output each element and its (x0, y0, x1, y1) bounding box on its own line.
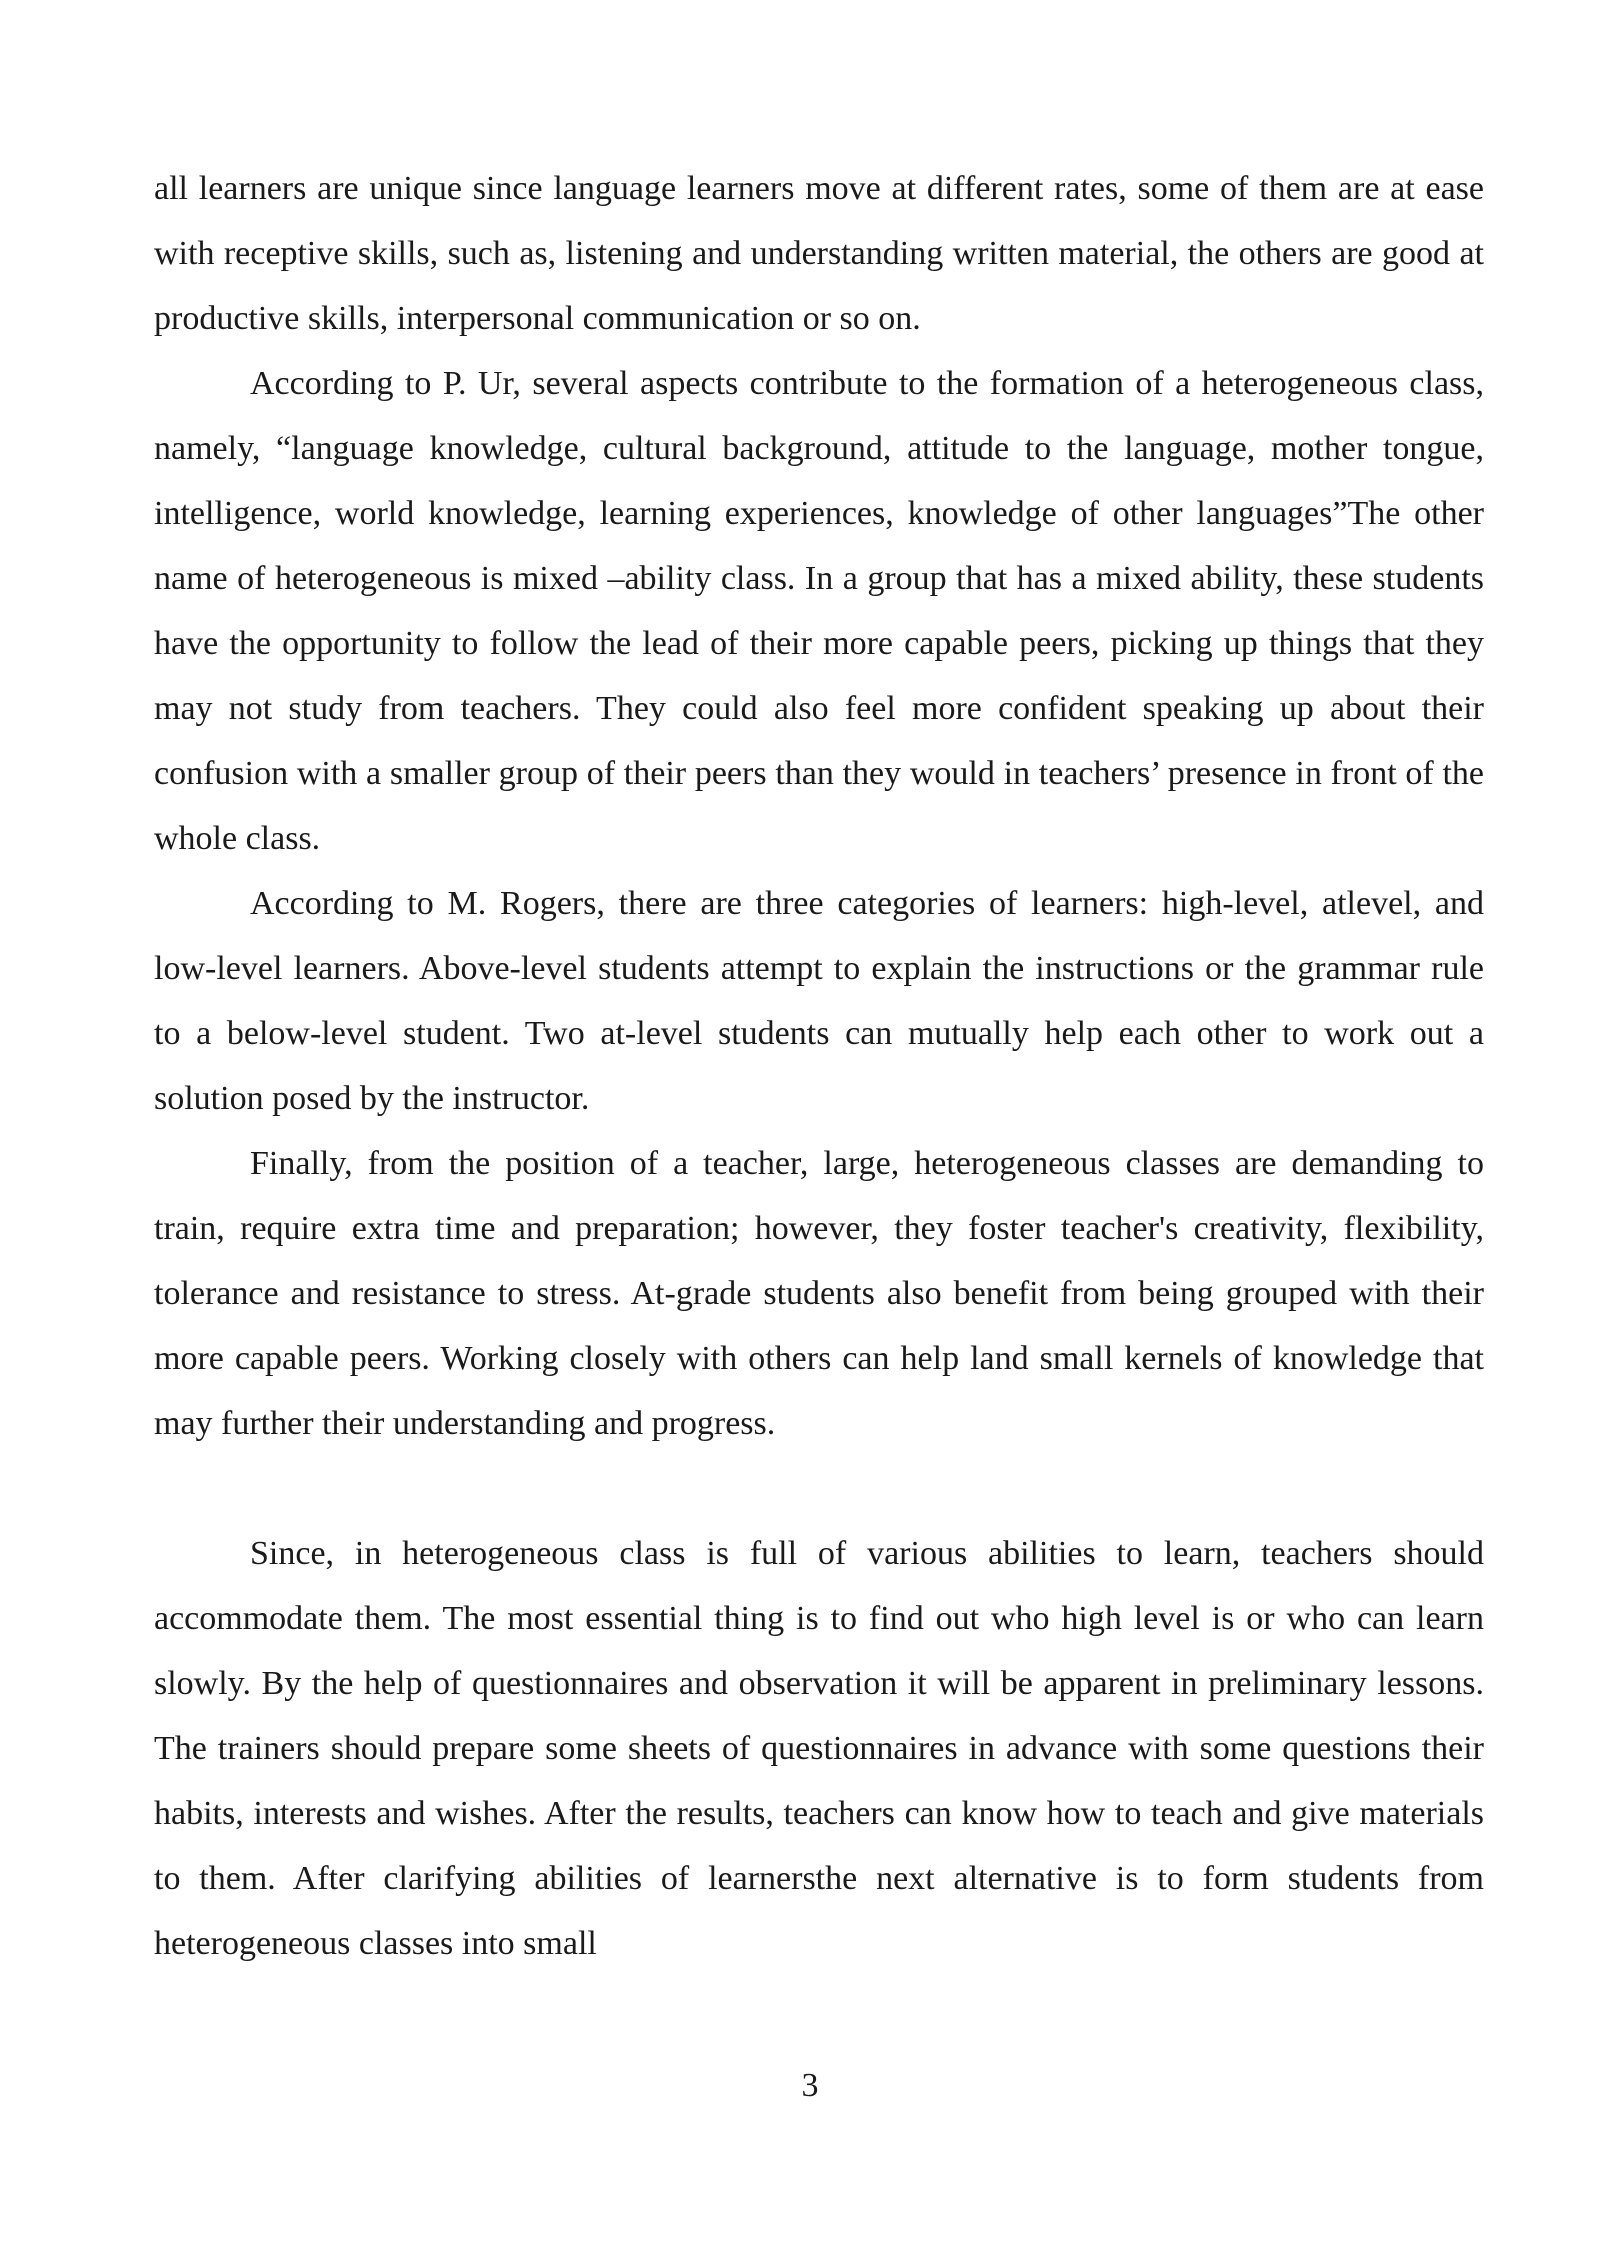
paragraph-accommodate-abilities: Since, in heterogeneous class is full of various abilities to learn, teachers should accommodate them. The most essential thing is to find out who high level is or who can learn slowly. By the help of questionnaires and observation it will be apparent in preliminary lessons. The trainers should prepare some sheets of questionnaires in advance with some questions their habits, interests and wishes. After the results, teachers can know how to teach and give materials to them. After clarifying abilities of learnersthe next alternative is to form students from heterogeneous classes into small (154, 1535, 1484, 1962)
paragraph-teacher-position: Finally, from the position of a teacher, large, heterogeneous classes are demanding to train, require extra time and preparation; however, they foster teacher's creativity, flexibility, tolerance and resistance to stress. At-grade students also benefit from being grouped with their more capable peers. Working closely with others can help land small kernels of knowledge that may further their understanding and progress. (154, 1145, 1484, 1442)
paragraph-continuation: all learners are unique since language learners move at different rates, some of them are at ease with receptive skills, such as, listening and understanding written material, the others are good at productive skills, interpersonal communication or so on. (154, 170, 1484, 337)
paragraph-ur-aspects: According to P. Ur, several aspects contribute to the formation of a heterogeneous class, namely, “language knowledge, cultural background, attitude to the language, mother tongue, intelligence, world knowledge, learning experiences, knowledge of other languages”The other name of heterogeneous is mixed –ability class. In a group that has a mixed ability, these students have the opportunity to follow the lead of their more capable peers, picking up things that they may not study from teachers. They could also feel more confident speaking up about their confusion with a smaller group of their peers than they would in teachers’ presence in front of the whole class. (154, 365, 1484, 857)
page-number: 3 (801, 2067, 819, 2104)
paragraph-rogers-categories: According to M. Rogers, there are three categories of learners: high-level, atlevel, and low-level learners. Above-level students attempt to explain the instructions or the grammar rule to a below-level student. Two at-level students can mutually help each other to work out a solution posed by the instructor. (154, 885, 1484, 1117)
